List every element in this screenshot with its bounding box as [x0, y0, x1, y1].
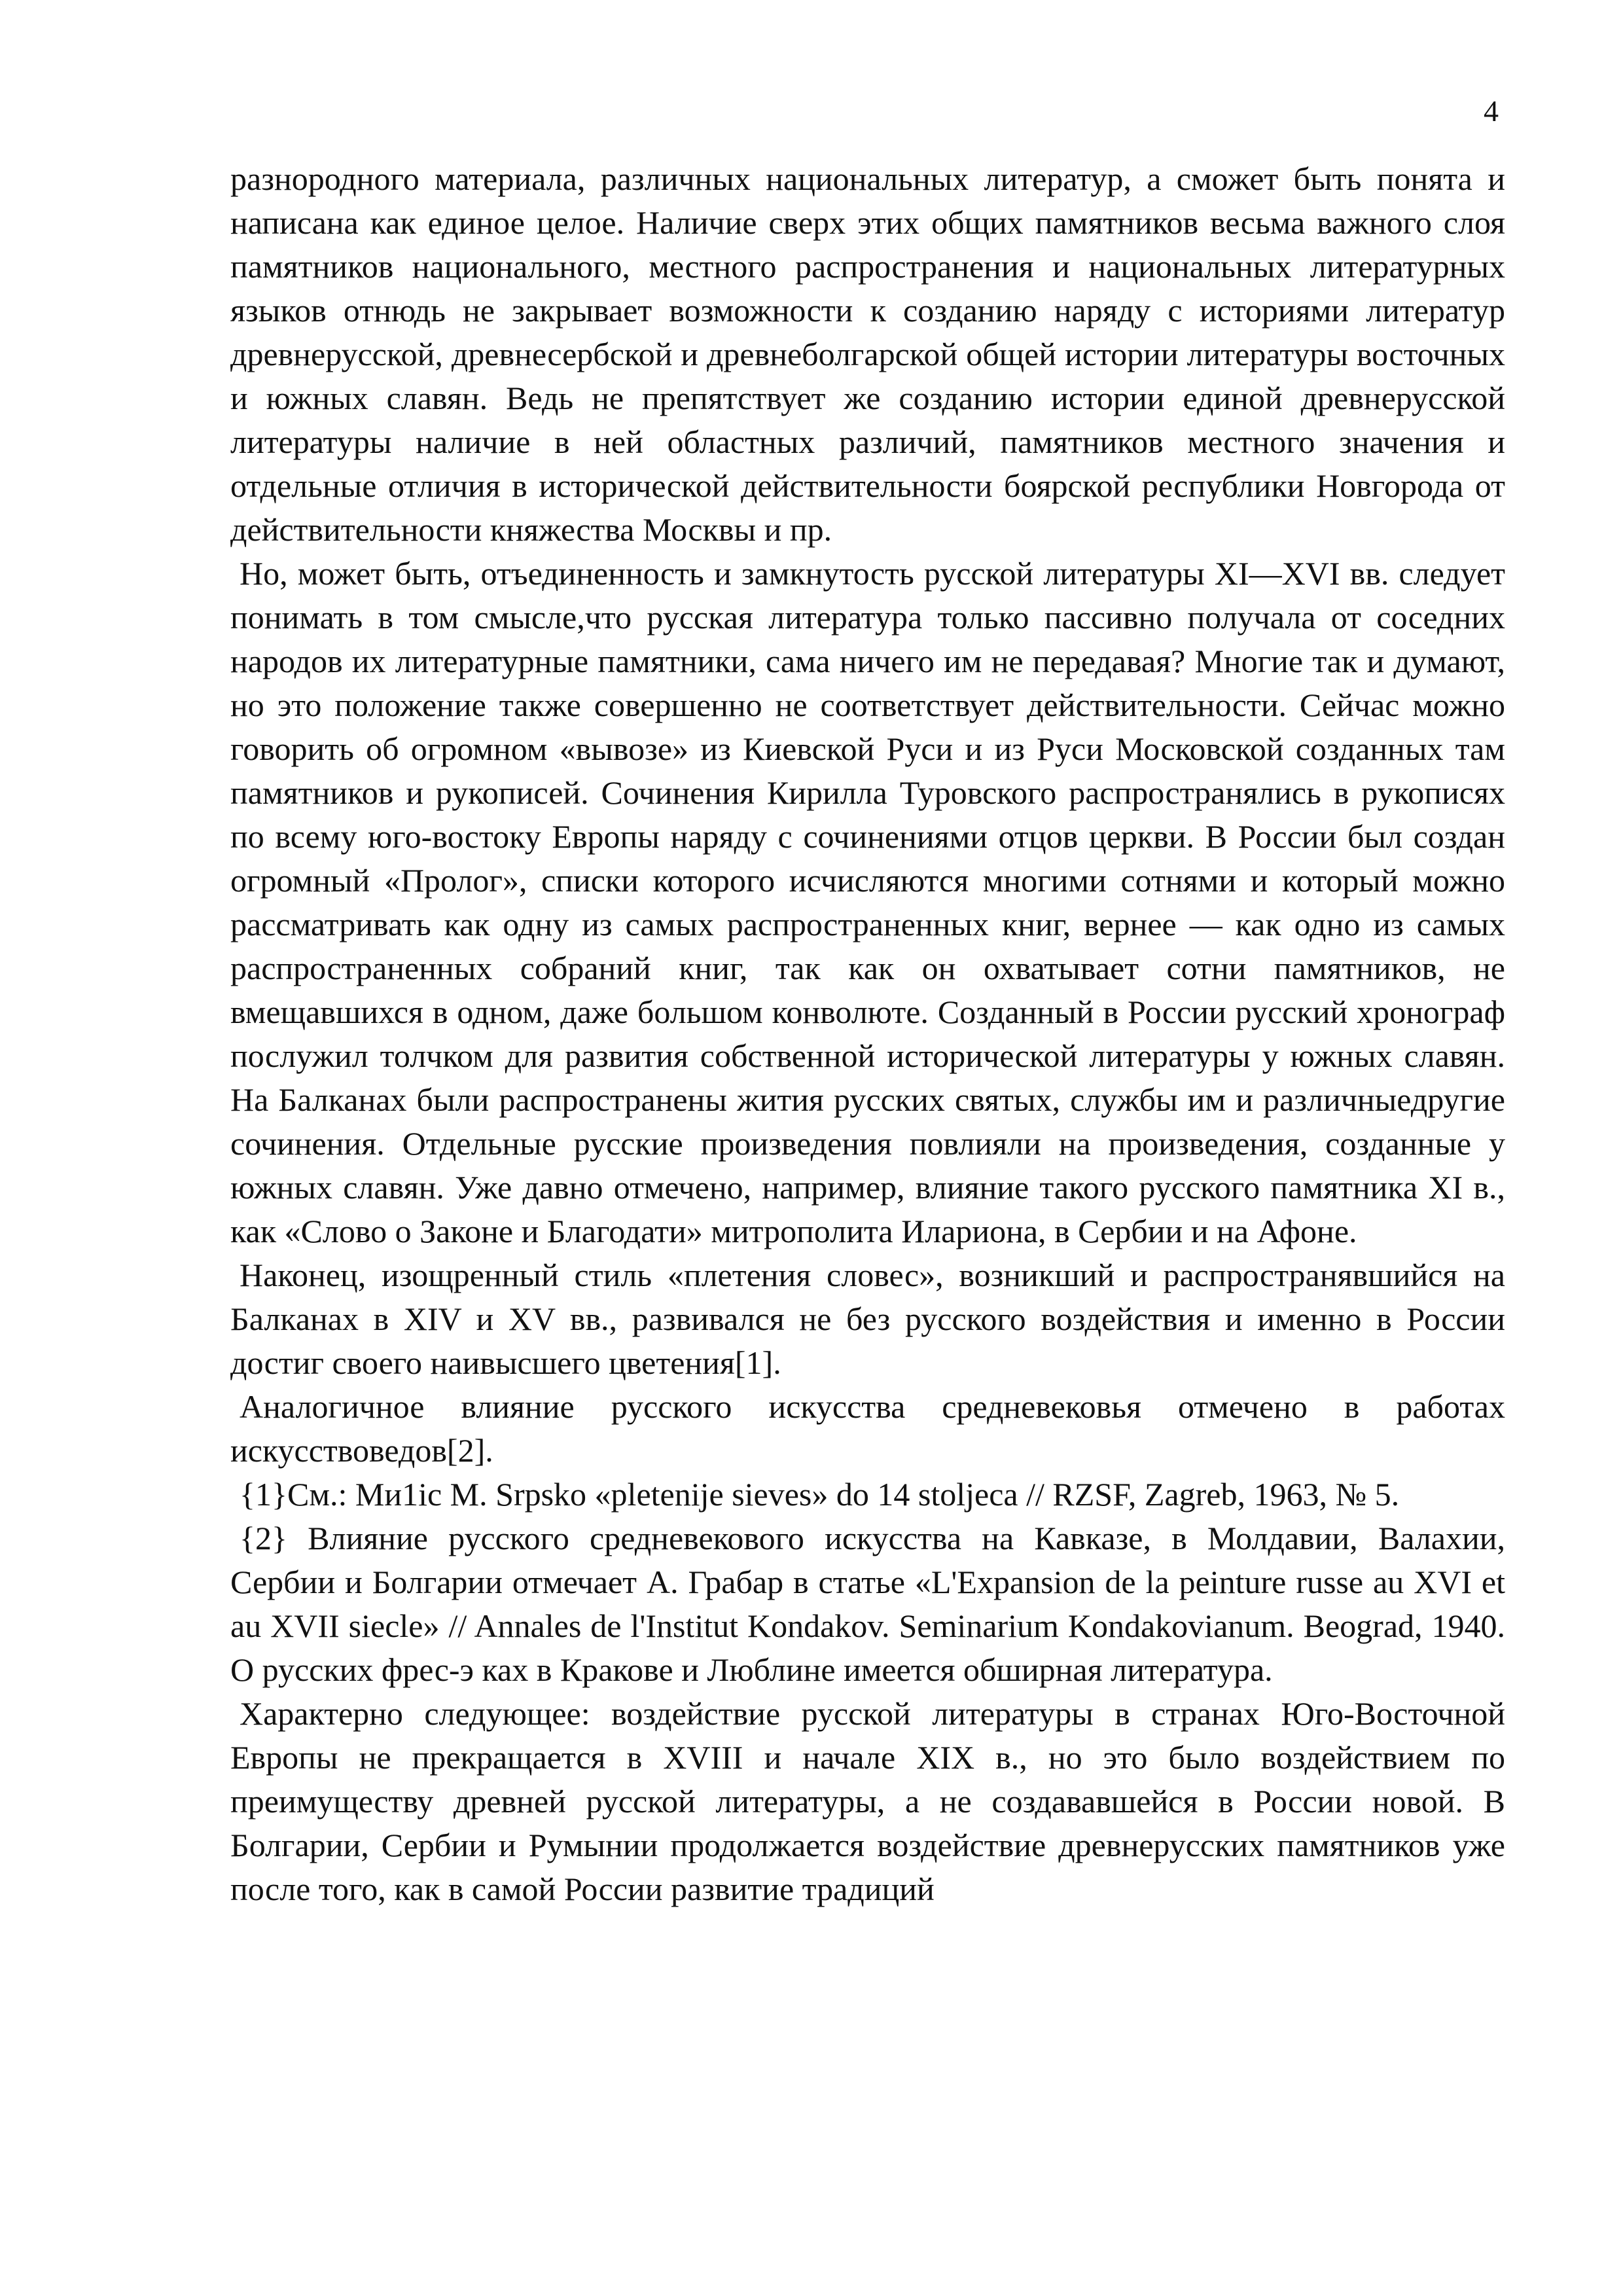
paragraph-continuation: разнородного материала, различных национальных литератур, а сможет быть понята и написана как единое целое. Наличие сверх этих общих памятников весьма важного слоя памятников национального, местного распространения и национальных литературных языков отнюдь не закрывает возможности к созданию наряду с историями литератур древнерусской, древнесербской и древнеболгарской общей истории литературы восточных и южных славян. Ведь не препятствует же созданию истории единой древнерусской литературы наличие в ней областных различий, памятников местного значения и отдельные отличия в исторической действительности боярской республики Новгорода от действительности княжества Москвы и пр. [230, 160, 1505, 548]
page-number: 4 [1484, 94, 1499, 128]
paragraph-characteristic: Характерно следующее: воздействие русской литературы в странах Юго-Восточной Европы не прекращается в XVIII и начале XIX в., но это было воздействием по преимуществу древней русской литературы, а не создававшейся в России новой. В Болгарии, Сербии и Румынии продолжается воздействие древнерусских памятников уже после того, как в самой России развитие традиций [230, 1695, 1505, 1907]
paragraph-isolation-question: Но, может быть, отъединенность и замкнутость русской литературы XI—XVI вв. следует понимать в том смысле,что русская литература только пассивно получала от соседних народов их литературные памятники, сама ничего им не передавая? Многие так и думают, но это положение также совершенно не соответствует действительности. Сейчас можно говорить об огромном «вывозе» из Киевской Руси и из Руси Московской созданных там памятников и рукописей. Сочинения Кирилла Туровского распространялись в рукописях по всему юго-востоку Европы наряду с сочинениями отцов церкви. В России был создан огромный «Пролог», списки которого исчисляются многими сотнями и который можно рассматривать как одну из самых распространенных книг, вернее — как одно из самых распространенных собраний книг, так как он охватывает сотни памятников, не вмещавшихся в одном, даже большом конволюте. Созданный в России русский хронограф послужил толчком для развития собственной исторической литературы у южных славян. На Балканах были распространены жития русских святых, службы им и различныедругие сочинения. Отдельные русские произведения повлияли на произведения, созданные у южных славян. Уже давно отмечено, например, влияние такого русского памятника XI в., как «Слово о Законе и Благодати» митрополита Илариона, в Сербии и на Афоне. [230, 555, 1505, 1249]
footnote-2: {2} Влияние русского средневекового искусства на Кавказе, в Молдавии, Валахии, Сербии и Болгарии отмечает А. Грабар в статье «L'Expansion de la peinture russe au XVI et au XVII siecle» // Annales de l'Institut Kondakov. Seminarium Kondakovianum. Beograd, 1940. О русских фрес-э ках в Кракове и Люблине имеется обширная литература. [230, 1520, 1505, 1688]
footnote-1: {1}См.: Ми1ic M. Srpsko «pletenije sieves» do 14 stoljeca // RZSF, Zagreb, 1963, № 5. [240, 1476, 1400, 1513]
paragraph-pletenie-sloves: Наконец, изощренный стиль «плетения словес», возникший и распространявшийся на Балканах в XIV и XV вв., развивался не без русского воздействия и именно в России достиг своего наивысшего цветения[1]. [230, 1257, 1505, 1381]
paragraph-art-influence: Аналогичное влияние русского искусства средневековья отмечено в работах искусствоведов[2]. [230, 1388, 1505, 1469]
text-column [230, 157, 1505, 1911]
